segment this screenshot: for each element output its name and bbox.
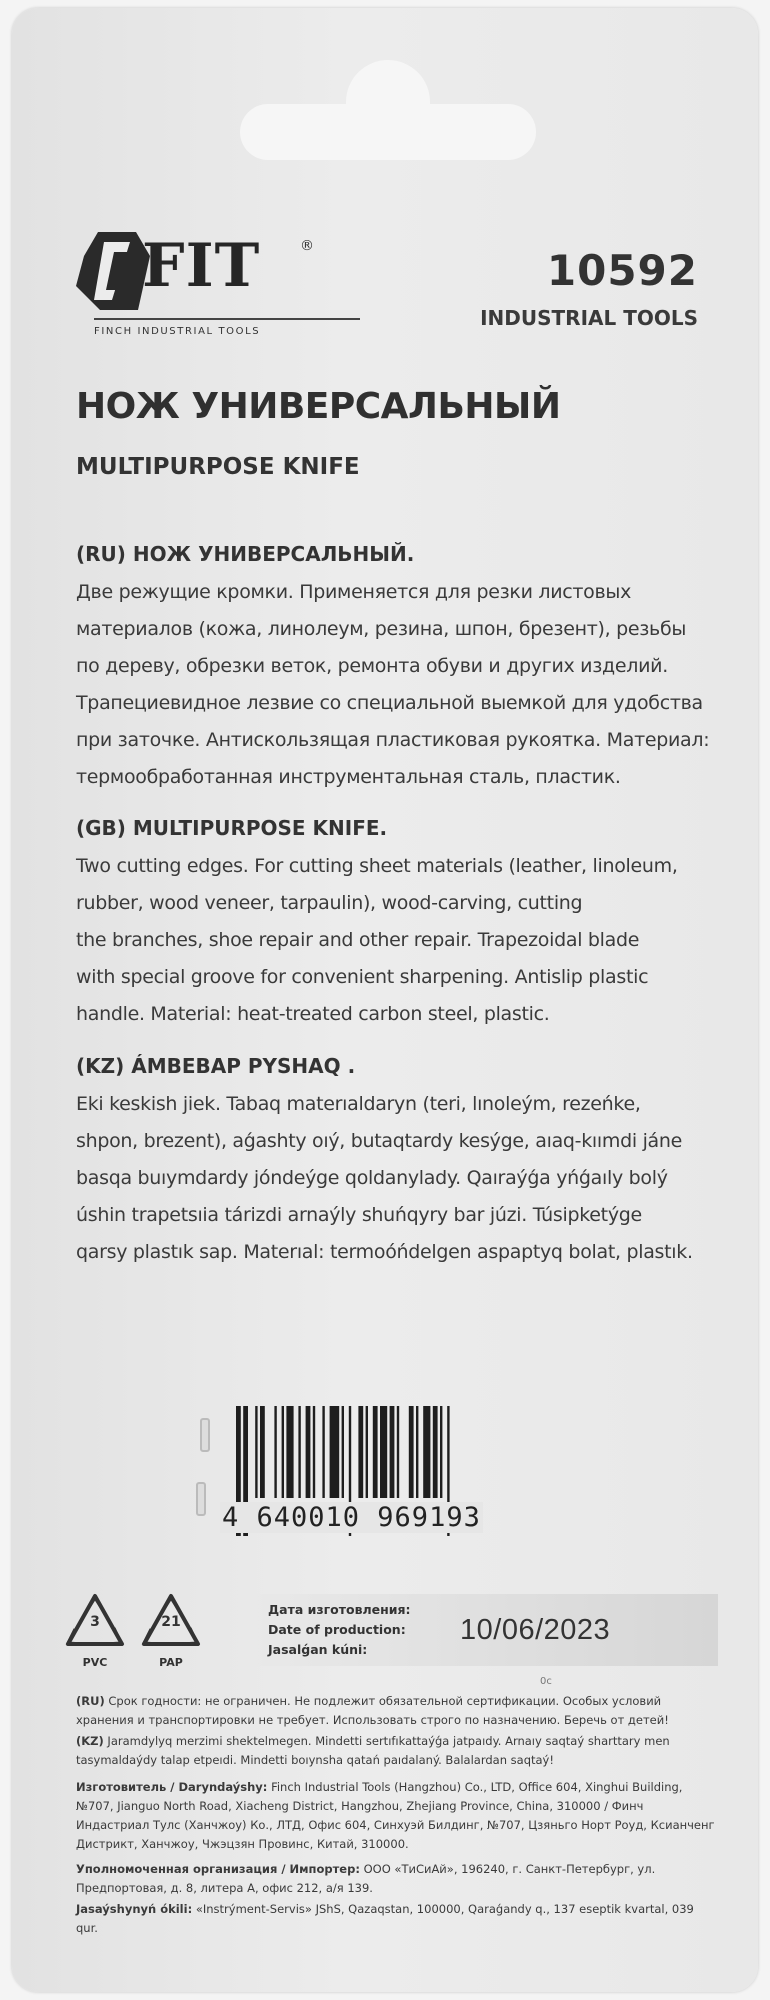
description-line: Две режущие кромки. Применяется для резки листовых [76,581,632,603]
batch-mark: 0c [540,1676,552,1687]
description-heading: (GB) MULTIPURPOSE KNIFE. [76,816,388,840]
recycle-mark-pap [140,1592,210,1678]
description-heading: (KZ) ÁMBEBAP PYSHAQ . [76,1054,356,1078]
description-line: rubber, wood veneer, tarpaulin), wood-carving, cutting [76,892,583,914]
production-date-box [252,1594,718,1666]
description-ru [76,542,726,796]
recycle-label: PVC [82,1656,108,1669]
barcode-bar [358,1406,363,1498]
recycle-mark-pvc [64,1592,134,1678]
recycle-label: PAP [159,1656,183,1669]
barcode-bar [286,1406,293,1498]
barcode-digits: 4 640010 969193 [222,1502,481,1533]
description-kz [76,1054,726,1271]
description-heading: (RU) НОЖ УНИВЕРСАЛЬНЫЙ. [76,542,415,566]
article-number: 10592 [546,246,698,295]
barcode-bar [380,1406,387,1498]
fine-print-kz [76,1732,716,1770]
production-date: 10/06/2023 [460,1614,611,1646]
barcode-bar [313,1406,315,1498]
description-line: Two cutting edges. For cutting sheet materials (leather, linoleum, [76,855,678,877]
description-line: Eki keskish jiek. Tabaq materıaldaryn (teri, lınoleým, rezeńke, [76,1093,641,1115]
recycle-number: 21 [161,1614,181,1630]
brand-tagline: FINCH INDUSTRIAL TOOLS [94,326,261,337]
fine-label: Уполномоченная организация / Импортер: [76,1862,360,1876]
barcode-bar [390,1406,395,1498]
barcode-bar [306,1406,311,1498]
barcode-bar [423,1406,430,1498]
pin-icon [196,1482,206,1516]
barcode-bar [416,1406,418,1498]
description-line: shpon, brezent), aǵashty oıý, butaqtardy kesýge, aıaq-kıımdi jáne [76,1130,683,1152]
logo-underline [94,318,360,320]
registered-mark: ® [300,238,314,254]
barcode-bar [322,1406,324,1498]
description-line: термообработанная инструментальная сталь, пластик. [76,766,621,788]
recycle-number: 3 [90,1614,100,1630]
description-line: Трапециевидное лезвие со специальной выемкой для удобства [76,692,703,714]
description-line: qarsy plastık sap. Materıal: termoóńdelgen aspaptyq bolat, plastık. [76,1241,693,1263]
fine-print-importer [76,1860,716,1898]
barcode-bar [433,1406,438,1498]
description-line: basqa buıymdardy jóndeýge qoldanylady. Qaıraýǵa yńǵaıly bolý [76,1167,668,1189]
fine-print-maker [76,1778,716,1854]
description-line: handle. Material: heat-treated carbon steel, plastic. [76,1003,550,1025]
fine-text: Срок годности: не ограничен. Не подлежит обязательной сертификации. Особых условий хранения и транспортировки не требует. Использовать строго по назначению. Беречь от детей! [76,1694,669,1727]
description-line: úshin trapetsıia tárizdi arnaýly shuńqyry bar júzi. Túsipketýge [76,1204,642,1226]
fine-text: Jaramdylyq merzimi shektelmegen. Mindetti sertıfıkattaýǵa jatpaıdy. Arnaıy saqtaý sharttary men tasymaldaýdy talap etpeıdi. Mindetti boıynsha qatań paıdalaný. Balalardan saqtaý! [76,1734,670,1767]
product-category: INDUSTRIAL TOOLS [480,306,698,330]
fine-print [76,1692,716,1940]
barcode-bar [255,1406,257,1498]
fine-text: ООО «ТиСиАй», 196240, г. Санкт-Петербург, ул. Предпортовая, д. 8, литера А, офис 212, а/я 139. [76,1862,656,1895]
fine-prefix: (RU) [76,1694,105,1708]
barcode-bar [274,1406,276,1498]
barcode-bar [397,1406,399,1498]
barcode-bar [373,1406,378,1498]
packaging-card [12,8,758,1992]
date-label-en: Date of production: [268,1622,406,1637]
barcode-bar [330,1406,340,1498]
fine-text: «Instrýment-Servis» JShS, Qazaqstan, 100000, Qaraǵandy q., 137 eseptik kvartal, 039 qur. [76,1902,694,1935]
barcode-bar [282,1406,284,1498]
production-date-labels [268,1600,411,1660]
fine-print-kz-rep [76,1900,716,1938]
date-label-ru: Дата изготовления: [268,1602,411,1617]
barcode-bar [366,1406,368,1498]
fine-label: Jasaýshynyń ókili: [76,1902,193,1916]
product-title-ru: НОЖ УНИВЕРСАЛЬНЫЙ [76,386,561,427]
fine-text: Finch Industrial Tools (Hangzhou) Co., LTD, Office 604, Xinghui Building, №707, Jianguo North Road, Xiacheng District, Hangzhou, Zhejiang Province, China, 310000 / Финч Индастриал Тулс (Ханчжоу) Ко., ЛТД, Офис 604, Синхуэй Билдинг, №707, Цзяньго Норт Роуд, Ксианченг Дистрикт, Ханчжоу, Чжэцзян Провинс, Китай, 310000. [76,1780,715,1851]
pin-icon [200,1418,210,1452]
description-line: при заточке. Антискользящая пластиковая рукоятка. Материал: [76,729,710,751]
barcode-bar [342,1406,344,1498]
product-title-en: MULTIPURPOSE KNIFE [76,454,360,480]
description-gb [76,816,726,1033]
date-label-kz: Jasalǵan kúni: [268,1642,368,1657]
description-line: по дереву, обрезки веток, ремонта обуви и других изделий. [76,655,668,677]
description-line: материалов (кожа, линолеум, резина, шпон, брезент), резьбы [76,618,687,640]
fine-print-ru [76,1692,716,1730]
brand-wordmark: FIT [142,231,261,301]
description-line: the branches, shoe repair and other repair. Trapezoidal blade [76,929,640,951]
barcode-bar [298,1406,300,1498]
brand-logo [68,231,328,344]
fit-hexagon-icon [68,230,152,314]
barcode-bar [409,1406,414,1498]
fine-prefix: (KZ) [76,1734,104,1748]
hanger-pins [200,1418,214,1518]
barcode-bar [440,1406,442,1498]
hang-hole [240,104,536,160]
description-line: with special groove for convenient sharpening. Antislip plastic [76,966,649,988]
barcode-bar [260,1406,265,1498]
fine-label: Изготовитель / Daryndaýshy: [76,1780,268,1794]
